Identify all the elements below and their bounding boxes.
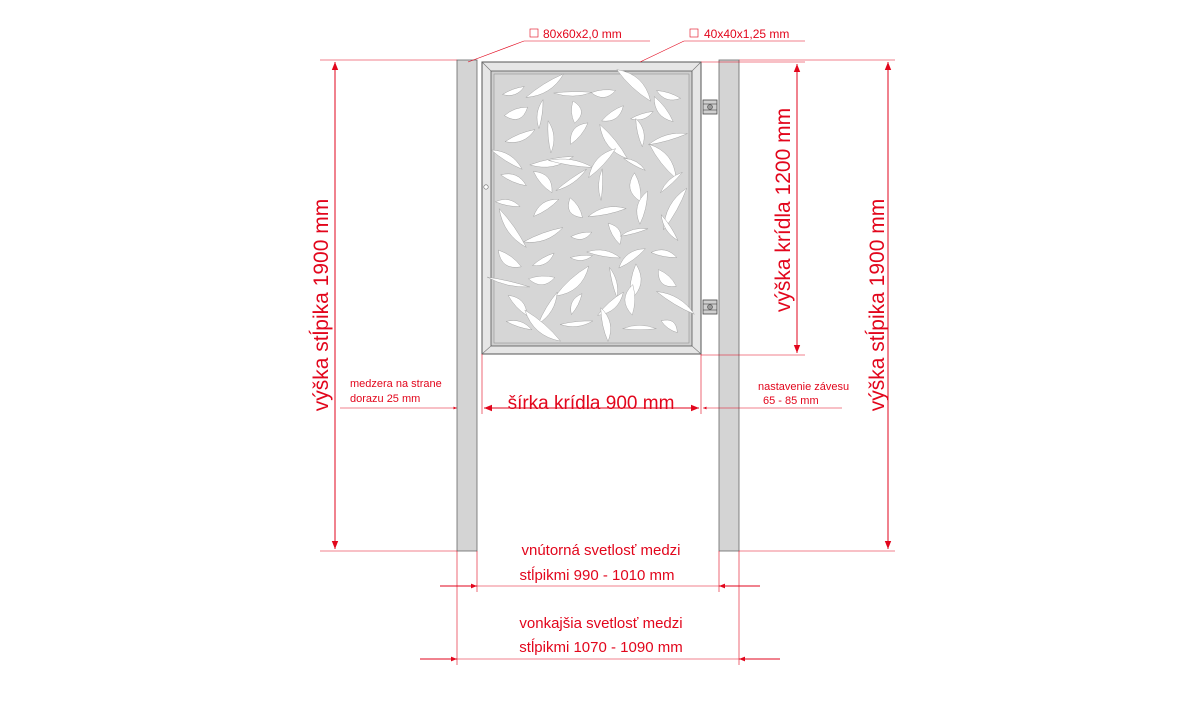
gate-leaf [482,62,701,354]
outer-clearance-label-line1: vonkajšia svetlosť medzi [519,615,683,632]
stop-gap-dimension [340,378,457,408]
post-profile-label: 80x60x2,0 mm [543,27,622,41]
left-post-height-dimension [309,60,457,551]
hinge-top [703,100,717,114]
outer-clearance-label-line2: stĺpikmi 1070 - 1090 mm [519,639,683,656]
latch-hole [484,185,488,189]
leaf-profile-label: 40x40x1,25 mm [704,27,790,41]
leaf-height-label: výška krídla 1200 mm [772,107,795,313]
right-post-height-label: výška stĺpika 1900 mm [866,198,889,412]
stop-gap-label-line1: medzera na strane [350,378,442,390]
hinge-adjust-label-line1: nastavenie závesu [758,381,850,393]
leaf-width-dimension [482,354,701,414]
square-profile-icon [690,29,698,37]
leaf-profile-callout [640,27,805,62]
post-profile-callout [468,27,650,62]
left-post [457,60,477,551]
left-post-height-label: výška stĺpika 1900 mm [310,198,333,412]
inner-clearance-dimension [440,542,760,592]
inner-clearance-label-line1: vnútorná svetlosť medzi [521,542,681,559]
stop-gap-label-line2: dorazu 25 mm [350,393,421,405]
right-post [719,60,739,551]
hinge-bottom [703,300,717,314]
right-post-height-dimension [739,60,895,551]
inner-clearance-label-line2: stĺpikmi 990 - 1010 mm [519,567,675,584]
hinge-adjust-label-line2: 65 - 85 mm [763,395,819,407]
square-profile-icon [530,29,538,37]
leaf-width-label: šírka krídla 900 mm [507,393,675,414]
